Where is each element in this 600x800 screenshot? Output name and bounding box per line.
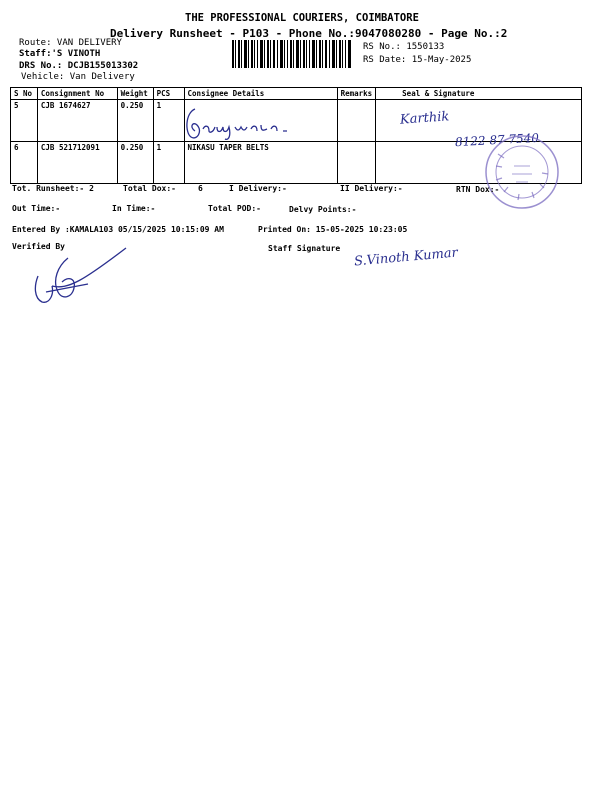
cell-consignee: NIKASU TAPER BELTS xyxy=(184,142,337,184)
runsheet-title: Delivery Runsheet - P103 - Phone No.:9047080280 - Page No.:2 xyxy=(110,27,508,40)
cell-remarks xyxy=(337,100,376,142)
entered-by: Entered By :KAMALA103 05/15/2025 10:15:09 AM xyxy=(12,225,224,234)
barcode xyxy=(232,40,352,68)
rtn-dox: RTN Dox:- xyxy=(456,185,500,194)
cell-pcs: 1 xyxy=(153,100,184,142)
receiver-phone-handwriting: 8122 87 7540 xyxy=(454,130,540,150)
delvy-points: Delvy Points:- xyxy=(289,205,357,214)
vehicle-label: Vehicle: Van Delivery xyxy=(21,72,135,82)
rs-date: RS Date: 15-May-2025 xyxy=(363,55,472,65)
cell-sno: 5 xyxy=(11,100,38,142)
out-time: Out Time:- xyxy=(12,204,61,213)
verified-by-label: Verified By xyxy=(12,242,65,251)
col-consignee: Consignee Details xyxy=(184,88,337,100)
ii-delivery: II Delivery:- xyxy=(340,184,403,193)
col-weight: Weight xyxy=(117,88,153,100)
cell-consignment: CJB 521712091 xyxy=(37,142,117,184)
company-stamp xyxy=(482,132,562,212)
col-seal-signature: Seal & Signature xyxy=(376,88,582,100)
printed-on: Printed On: 15-05-2025 10:23:05 xyxy=(258,225,408,234)
receiver-name-handwriting: Karthik xyxy=(399,109,450,128)
i-delivery: I Delivery:- xyxy=(229,184,287,193)
verifier-signature xyxy=(28,246,128,308)
total-dox-value: 6 xyxy=(198,184,203,193)
cell-weight: 0.250 xyxy=(117,142,153,184)
total-dox-label: Total Dox:- xyxy=(123,184,176,193)
col-pcs: PCS xyxy=(153,88,184,100)
col-consignment: Consignment No xyxy=(37,88,117,100)
cell-weight: 0.250 xyxy=(117,100,153,142)
tot-runsheet: Tot. Runsheet:- 2 xyxy=(12,184,94,193)
cell-sno: 6 xyxy=(11,142,38,184)
drs-number: DRS No.: DCJB155013302 xyxy=(19,61,139,71)
total-pod: Total POD:- xyxy=(208,204,261,213)
staff-signature-label: Staff Signature xyxy=(268,244,341,253)
staff-signature-handwriting: S.Vinoth Kumar xyxy=(353,245,459,270)
col-remarks: Remarks xyxy=(337,88,376,100)
table-header-row xyxy=(11,88,582,100)
cell-pcs: 1 xyxy=(153,142,184,184)
cell-remarks xyxy=(337,142,376,184)
route-label: Route: VAN DELIVERY xyxy=(19,38,122,48)
company-name: THE PROFESSIONAL COURIERS, COIMBATORE xyxy=(185,12,419,24)
col-sno: S No xyxy=(11,88,38,100)
cell-consignment: CJB 1674627 xyxy=(37,100,117,142)
rs-number: RS No.: 1550133 xyxy=(363,42,445,52)
in-time: In Time:- xyxy=(112,204,156,213)
consignee-signature xyxy=(183,103,298,143)
staff-label: Staff:'S VINOTH xyxy=(19,49,101,59)
